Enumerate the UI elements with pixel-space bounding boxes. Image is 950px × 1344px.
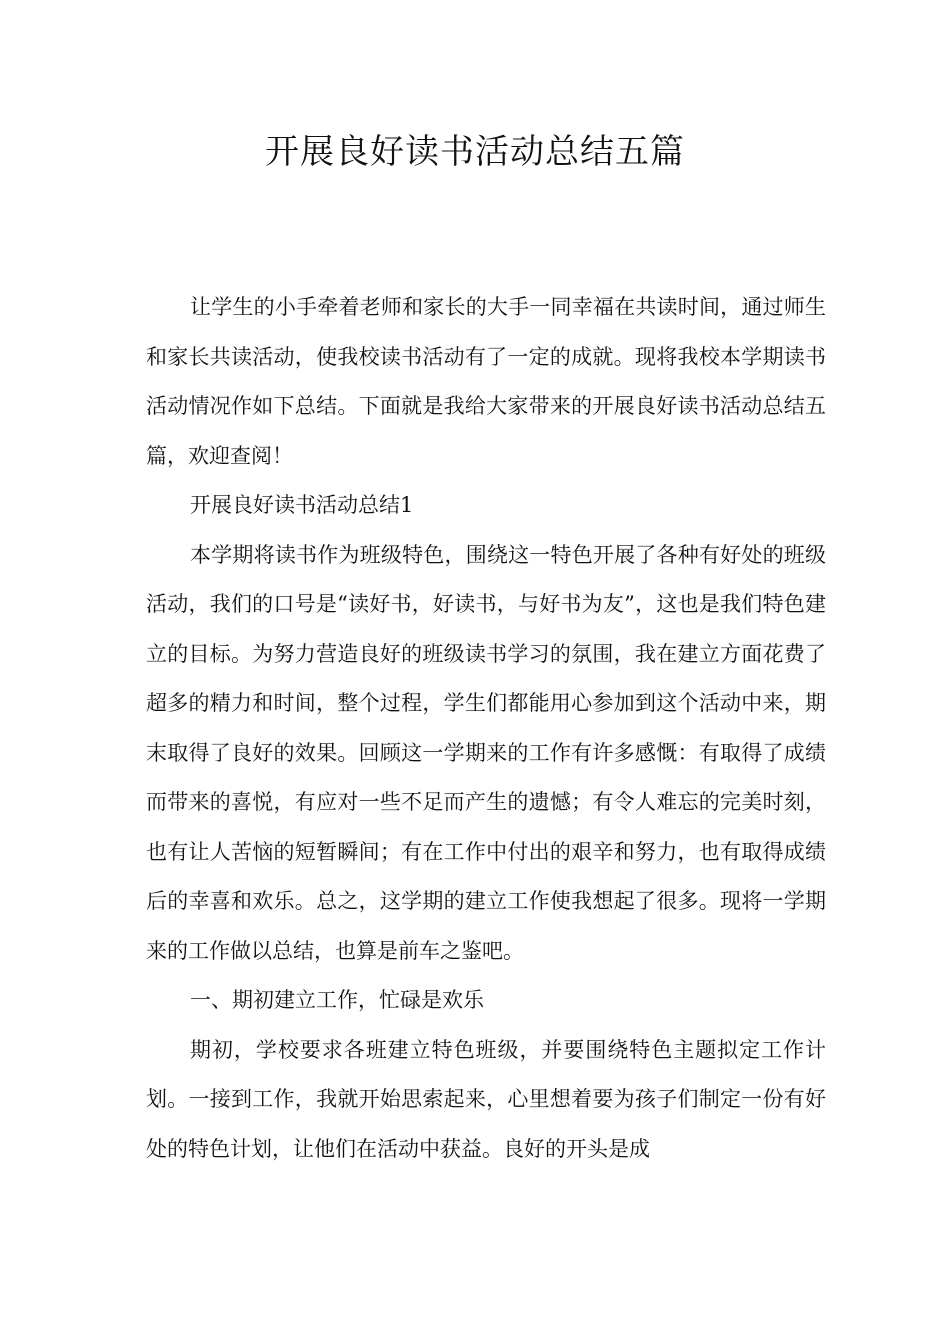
document-title: 开展良好读书活动总结五篇 <box>265 132 685 172</box>
body-paragraph: 本学期将读书作为班级特色，围绕这一特色开展了各种有好处的班级活动，我们的口号是“读好书，好读书，与好书为友”，这也是我们特色建立的目标。为努力营造良好的班级读书学习的氛围，我在建立方面花费了超多的精力和时间，整个过程，学生们都能用心参加到这个活动中来，期末取得了良好的效果。回顾这一学期来的工作有许多感慨：有取得了成绩而带来的喜悦，有应对一些不足而产生的遗憾；有令人难忘的完美时刻，也有让人苦恼的短暂瞬间；有在工作中付出的艰辛和努力，也有取得成绩后的幸喜和欢乐。总之，这学期的建立工作使我想起了很多。现将一学期来的工作做以总结，也算是前车之鉴吧。 <box>146 542 826 963</box>
intro-paragraph: 让学生的小手牵着老师和家长的大手一同幸福在共读时间，通过师生和家长共读活动，使我校读书活动有了一定的成就。现将我校本学期读书活动情况作如下总结。下面就是我给大家带来的开展良好读书活动总结五篇，欢迎查阅！ <box>146 295 826 468</box>
body-paragraph: 期初，学校要求各班建立特色班级，并要围绕特色主题拟定工作计划。一接到工作，我就开始思索起来，心里想着要为孩子们制定一份有好处的特色计划，让他们在活动中获益。良好的开头是成 <box>146 1037 826 1161</box>
section-heading: 一、期初建立工作，忙碌是欢乐 <box>190 988 484 1012</box>
document-body <box>146 283 826 1174</box>
section-heading: 开展良好读书活动总结1 <box>190 493 414 517</box>
